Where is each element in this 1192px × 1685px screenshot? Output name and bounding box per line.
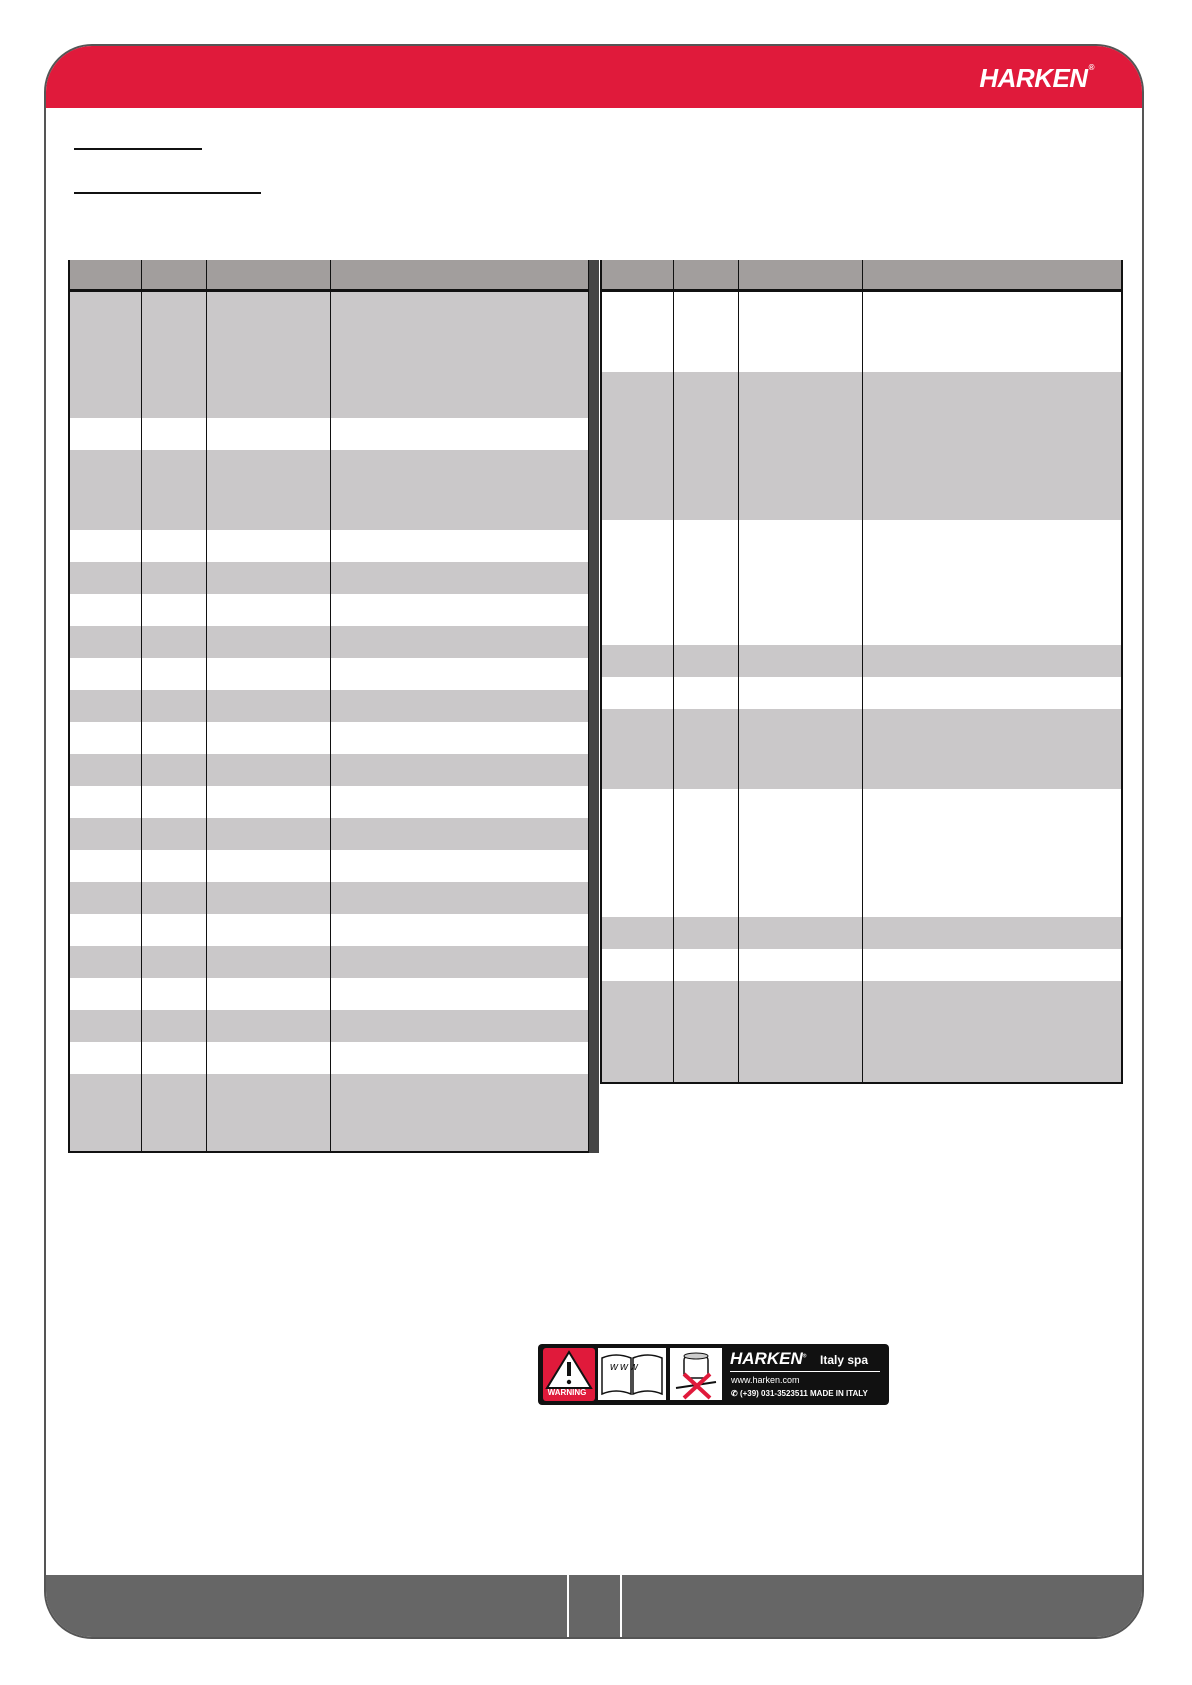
table-cell (206, 754, 330, 786)
table-cell (206, 418, 330, 450)
table-cell (330, 722, 589, 754)
table-cell (330, 658, 589, 690)
column-header (673, 260, 738, 291)
table-cell (738, 645, 862, 677)
table-row (69, 786, 589, 818)
table-cell (601, 981, 673, 1083)
table-cell (330, 882, 589, 914)
table-cell (330, 1074, 589, 1152)
table-divider (589, 260, 599, 1153)
table-cell (206, 978, 330, 1010)
table-cell (141, 722, 206, 754)
table-cell (673, 645, 738, 677)
table-cell (69, 722, 141, 754)
table-cell (330, 754, 589, 786)
table-row (69, 1074, 589, 1152)
column-header (206, 260, 330, 291)
heading-underline-2 (74, 192, 261, 194)
table-cell (601, 677, 673, 709)
table-cell (206, 690, 330, 722)
table-cell (330, 818, 589, 850)
table-cell (141, 562, 206, 594)
label-company: Italy spa (820, 1353, 869, 1367)
table-cell (69, 291, 141, 418)
column-header (738, 260, 862, 291)
table-cell (601, 917, 673, 949)
table-row (69, 818, 589, 850)
table-cell (330, 1010, 589, 1042)
table-row (69, 450, 589, 530)
table-cell (738, 372, 862, 520)
table-cell (206, 1010, 330, 1042)
table-cell (141, 786, 206, 818)
table-row (69, 658, 589, 690)
table-row (601, 645, 1122, 677)
table-cell (141, 1010, 206, 1042)
table-cell (862, 789, 1122, 917)
table-cell (601, 291, 673, 372)
table-row (69, 418, 589, 450)
table-row (69, 690, 589, 722)
table-cell (69, 594, 141, 626)
table-cell (862, 520, 1122, 645)
table-cell (601, 789, 673, 917)
table-row (69, 594, 589, 626)
page-number-box (567, 1575, 622, 1637)
table-cell (141, 1074, 206, 1152)
table-cell (673, 372, 738, 520)
table-cell (69, 562, 141, 594)
table-cell (330, 978, 589, 1010)
table-cell (141, 658, 206, 690)
heading-underline-1 (74, 148, 202, 150)
table-cell (206, 914, 330, 946)
table-row (601, 372, 1122, 520)
table-cell (69, 1074, 141, 1152)
table-row (69, 1042, 589, 1074)
table-row (69, 754, 589, 786)
table-cell (69, 882, 141, 914)
table-cell (141, 291, 206, 418)
table-cell (330, 914, 589, 946)
table-cell (141, 754, 206, 786)
table-header-row (601, 260, 1122, 291)
table-row (601, 520, 1122, 645)
table-row (601, 677, 1122, 709)
column-header (69, 260, 141, 291)
table-row (69, 626, 589, 658)
table-cell (601, 645, 673, 677)
table-cell (206, 1042, 330, 1074)
label-brand (730, 1349, 806, 1369)
warning-text: WARNING (547, 1388, 587, 1397)
table-cell (69, 946, 141, 978)
table-cell (141, 946, 206, 978)
table-cell (69, 690, 141, 722)
table-cell (206, 530, 330, 562)
table-cell (862, 709, 1122, 789)
table-cell (862, 372, 1122, 520)
table-cell (69, 450, 141, 530)
table-cell (330, 786, 589, 818)
table-cell (330, 291, 589, 418)
table-row (69, 978, 589, 1010)
table-cell (206, 562, 330, 594)
parts-table-right (600, 260, 1123, 1084)
table-cell (206, 818, 330, 850)
footer-band (46, 1575, 1142, 1637)
table-cell (862, 645, 1122, 677)
table-cell (206, 850, 330, 882)
table-row (69, 291, 589, 418)
table-cell (141, 882, 206, 914)
label-website: www.harken.com (731, 1375, 800, 1385)
table-cell (738, 291, 862, 372)
table-cell (673, 981, 738, 1083)
table-cell (738, 981, 862, 1083)
table-row (69, 882, 589, 914)
table-cell (330, 1042, 589, 1074)
table-row (601, 949, 1122, 981)
table-cell (330, 530, 589, 562)
table-cell (330, 594, 589, 626)
label-phone-text: (+39) 031-3523511 MADE IN ITALY (739, 1389, 868, 1398)
brand-name: HARKEN (979, 63, 1088, 93)
warning-label (538, 1344, 889, 1405)
table-cell (738, 917, 862, 949)
table-cell (330, 850, 589, 882)
table-row (601, 789, 1122, 917)
table-cell (69, 658, 141, 690)
table-row (601, 291, 1122, 372)
table-cell (601, 520, 673, 645)
label-separator (730, 1371, 880, 1372)
table-cell (141, 530, 206, 562)
table-row (69, 562, 589, 594)
table-cell (206, 786, 330, 818)
table-cell (69, 914, 141, 946)
table-cell (862, 949, 1122, 981)
table-cell (673, 709, 738, 789)
table-cell (206, 594, 330, 626)
table-cell (69, 530, 141, 562)
table-cell (673, 291, 738, 372)
table-cell (69, 850, 141, 882)
www-text: www (610, 1361, 640, 1373)
table-cell (862, 677, 1122, 709)
table-cell (330, 450, 589, 530)
column-header (141, 260, 206, 291)
table-cell (141, 450, 206, 530)
table-cell (862, 291, 1122, 372)
table-row (69, 722, 589, 754)
table-cell (601, 949, 673, 981)
table-cell (673, 917, 738, 949)
column-header (862, 260, 1122, 291)
table-cell (330, 562, 589, 594)
table-cell (862, 917, 1122, 949)
no-grease-winch-icon (670, 1348, 722, 1400)
manual-book-icon (598, 1348, 666, 1400)
label-registered-mark: ® (802, 1353, 807, 1360)
table-cell (69, 418, 141, 450)
table-row (601, 981, 1122, 1083)
table-cell (69, 818, 141, 850)
table-cell (69, 786, 141, 818)
registered-mark: ® (1088, 63, 1094, 72)
table-row (69, 914, 589, 946)
table-cell (69, 1010, 141, 1042)
table-cell (330, 626, 589, 658)
column-header (330, 260, 589, 291)
table-cell (738, 789, 862, 917)
table-cell (141, 914, 206, 946)
table-cell (141, 594, 206, 626)
table-cell (141, 818, 206, 850)
table-row (601, 709, 1122, 789)
table-cell (69, 978, 141, 1010)
table-cell (673, 949, 738, 981)
table-cell (141, 626, 206, 658)
label-phone: ✆ (+39) 031-3523511 MADE IN ITALY (731, 1389, 868, 1398)
table-cell (601, 709, 673, 789)
parts-table-left (68, 260, 590, 1153)
table-cell (330, 690, 589, 722)
table-row (69, 530, 589, 562)
table-cell (673, 520, 738, 645)
label-brand-name: HARKEN (730, 1349, 803, 1368)
table-cell (206, 1074, 330, 1152)
table-cell (601, 372, 673, 520)
table-cell (673, 677, 738, 709)
table-cell (206, 882, 330, 914)
table-cell (206, 658, 330, 690)
table-row (601, 917, 1122, 949)
table-cell (141, 1042, 206, 1074)
table-cell (738, 949, 862, 981)
header-band (46, 46, 1142, 108)
table-cell (141, 418, 206, 450)
table-header-row (69, 260, 589, 291)
table-cell (862, 981, 1122, 1083)
table-row (69, 1010, 589, 1042)
table-cell (69, 754, 141, 786)
table-cell (673, 789, 738, 917)
table-cell (141, 690, 206, 722)
table-cell (330, 946, 589, 978)
table-cell (206, 626, 330, 658)
table-cell (69, 1042, 141, 1074)
table-row (69, 946, 589, 978)
table-cell (206, 946, 330, 978)
table-cell (738, 677, 862, 709)
harken-logo (979, 63, 1094, 94)
table-cell (141, 978, 206, 1010)
table-cell (738, 520, 862, 645)
table-cell (69, 626, 141, 658)
table-cell (330, 418, 589, 450)
table-cell (206, 450, 330, 530)
table-cell (738, 709, 862, 789)
table-row (69, 850, 589, 882)
table-cell (206, 722, 330, 754)
table-cell (141, 850, 206, 882)
table-cell (206, 291, 330, 418)
column-header (601, 260, 673, 291)
